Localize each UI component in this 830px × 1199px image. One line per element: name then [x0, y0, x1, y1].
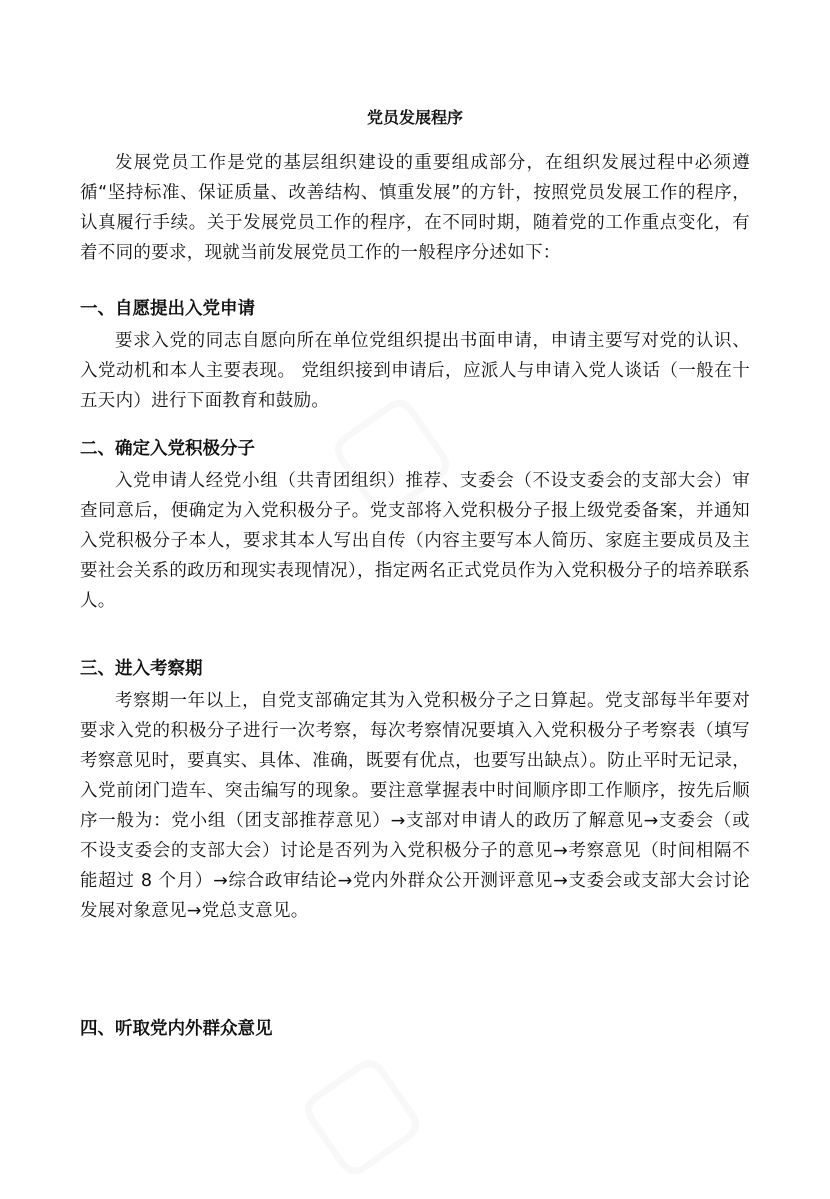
- intro-paragraph: 发展党员工作是党的基层组织建设的重要组成部分，在组织发展过程中必须遵循“坚持标准、保证质量、改善结构、慎重发展”的方针，按照党员发展工作的程序，认真履行手续。关于发展党员工作的程序，在不同时期，随着党的工作重点变化，有着不同的要求，现就当前发展党员工作的一般程序分述如下：: [80, 153, 750, 263]
- section-heading-4: 四、听取党内外群众意见: [80, 1019, 273, 1039]
- watermark-mark: ▢: [300, 360, 474, 539]
- document-title: 党员发展程序: [366, 108, 463, 127]
- section-body-2: 入党申请人经党小组（共青团组织）推荐、支委会（不设支委会的支部大会）审查同意后，便确定为入党积极分子。党支部将入党积极分子报上级党委备案，并通知入党积极分子本人，要求其本人写出自传（内容主要写本人简历、家庭主要成员及主要社会关系的政历和现实表现情况），指定两名正式党员作为入党积极分子的培养联系人。: [80, 471, 750, 611]
- section-heading-3: 三、进入考察期: [80, 659, 203, 679]
- watermark-mark: ▢: [270, 1020, 444, 1199]
- section-body-3: 考察期一年以上，自党支部确定其为入党积极分子之日算起。党支部每半年要对要求入党的积极分子进行一次考察，每次考察情况要填入入党积极分子考察表（填写考察意见时，要真实、具体、准确，既要有优点，也要写出缺点）。防止平时无记录，入党前闭门造车、突击编写的现象。要注意掌握表中时间顺序即工作顺序，按先后顺序一般为：党小组（团支部推荐意见）→支部对申请人的政历了解意见→支委会（或不设支委会的支部大会）讨论是否列为入党积极分子的意见→考察意见（时间相隔不能超过 8 个月）→综合政审结论→党内外群众公开测评意见→支委会或支部大会讨论发展对象意见→党总支意见。: [80, 691, 750, 921]
- section-heading-1: 一、自愿提出入党申请: [80, 299, 255, 319]
- section-body-1: 要求入党的同志自愿向所在单位党组织提出书面申请，申请主要写对党的认识、入党动机和本人主要表现。 党组织接到申请后，应派人与申请入党人谈话（一般在十五天内）进行下面教育和鼓励。: [80, 331, 750, 411]
- section-heading-2: 二、确定入党积极分子: [80, 439, 255, 459]
